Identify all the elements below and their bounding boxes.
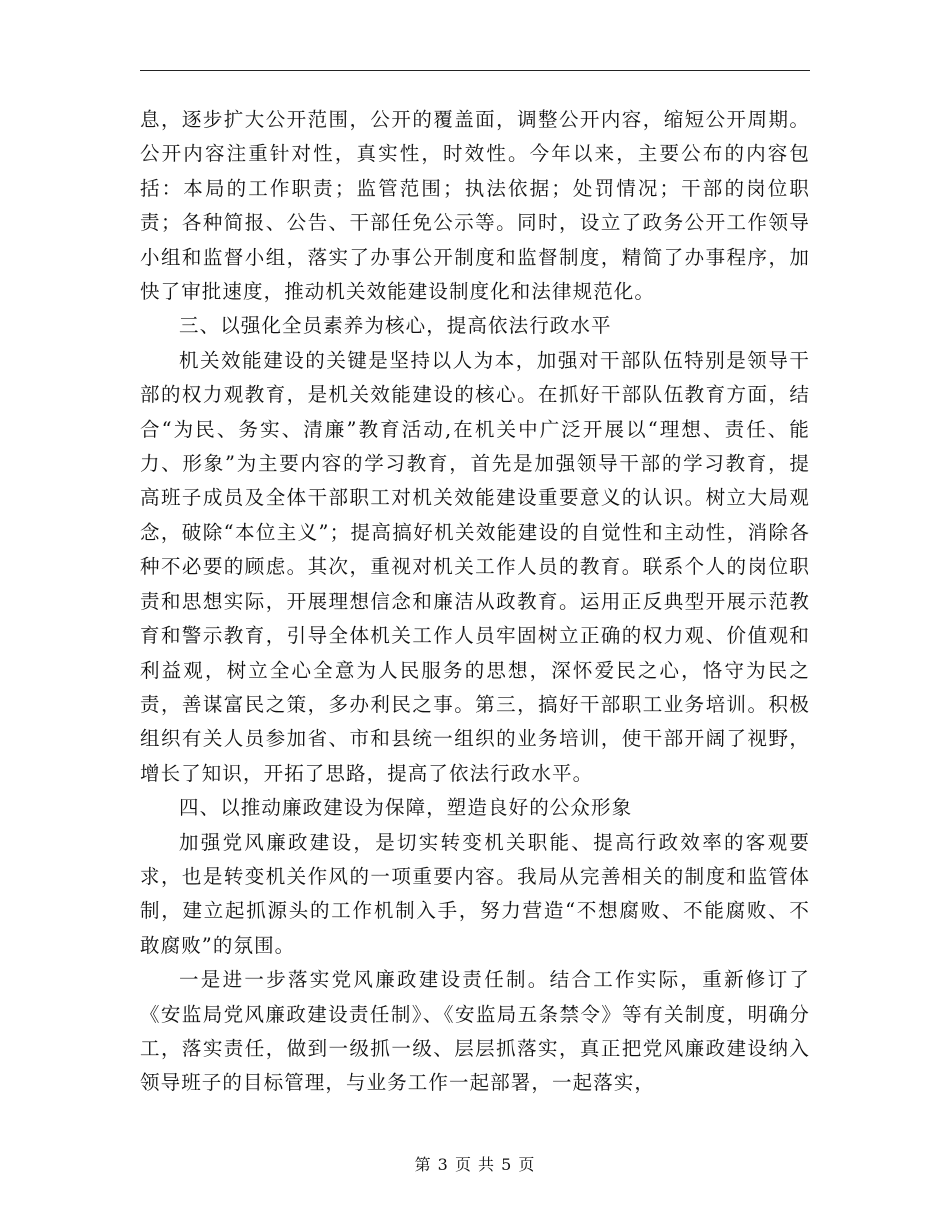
paragraph-body: 加强党风廉政建设，是切实转变机关职能、提高行政效率的客观要求，也是转变机关作风的一项重要内容。我局从完善相关的制度和监管体制，建立起抓源头的工作机制入手，努力营造“不想腐败、不能腐败、不敢腐败”的氛围。 xyxy=(140,830,810,957)
paragraph-continuation: 息，逐步扩大公开范围，公开的覆盖面，调整公开内容，缩短公开周期。公开内容注重针对性，真实性，时效性。今年以来，主要公布的内容包括：本局的工作职责；监管范围；执法依据；处罚情况；干部的岗位职责；各种简报、公告、干部任免公示等。同时，设立了政务公开工作领导小组和监督小组，落实了办事公开制度和监督制度，精简了办事程序，加快了审批速度，推动机关效能建设制度化和法律规范化。 xyxy=(140,108,810,304)
paragraph-body: 机关效能建设的关键是坚持以人为本，加强对干部队伍特别是领导干部的权力观教育，是机关效能建设的核心。在抓好干部队伍教育方面，结合“为民、务实、清廉”教育活动,在机关中广泛开展以“理想、责任、能力、形象”为主要内容的学习教育，首先是加强领导干部的学习教育，提高班子成员及全体干部职工对机关效能建设重要意义的认识。树立大局观念，破除“本位主义”；提高搞好机关效能建设的自觉性和主动性，消除各种不必要的顾虑。其次，重视对机关工作人员的教育。联系个人的岗位职责和思想实际，开展理想信念和廉洁从政教育。运用正反典型开展示范教育和警示教育，引导全体机关工作人员牢固树立正确的权力观、价值观和利益观，树立全心全意为人民服务的思想，深怀爱民之心，恪守为民之责，善谋富民之策，多办利民之事。第三，搞好干部职工业务培训。积极组织有关人员参加省、市和县统一组织的业务培训，使干部开阔了视野，增长了知识，开拓了思路，提高了依法行政水平。 xyxy=(140,348,810,785)
section-heading-4: 四、以推动廉政建设为保障，塑造良好的公众形象 xyxy=(179,796,633,820)
paragraph-body: 一是进一步落实党风廉政建设责任制。结合工作实际，重新修订了《安监局党风廉政建设责任制》、《安监局五条禁令》等有关制度，明确分工，落实责任，做到一级抓一级、层层抓落实，真正把党风廉政建设纳入领导班子的目标管理，与业务工作一起部署，一起落实， xyxy=(140,968,810,1095)
document-body xyxy=(140,103,810,1101)
page-number-footer: 第 3 页 共 5 页 xyxy=(414,1155,536,1174)
header-rule xyxy=(140,70,810,71)
section-heading-3: 三、以强化全员素养为核心，提高依法行政水平 xyxy=(179,314,612,338)
